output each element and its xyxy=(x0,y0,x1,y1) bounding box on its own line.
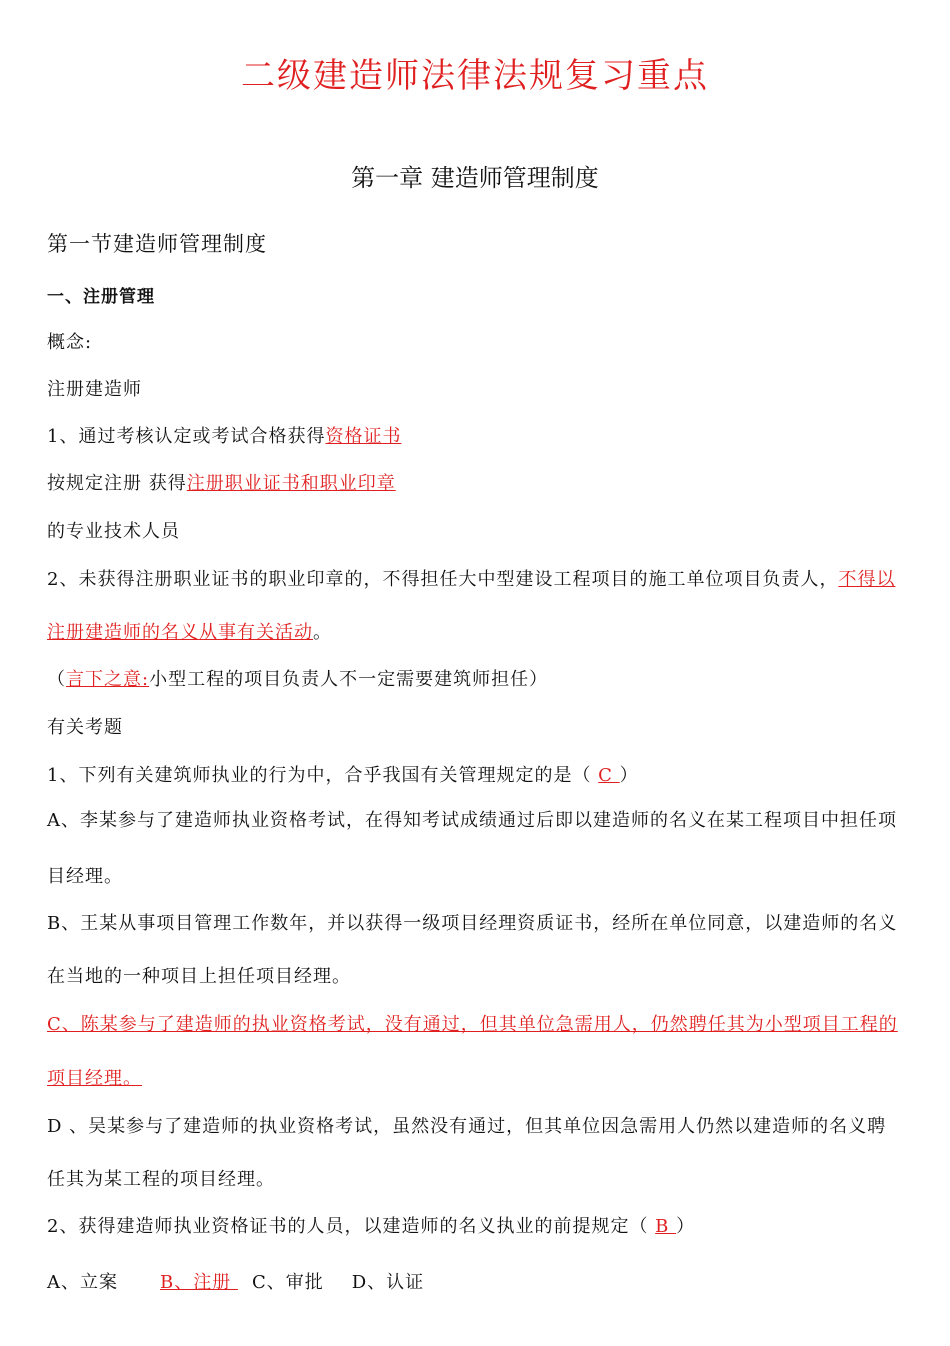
q1-option-c-line-1: C、陈某参与了建造师的执业资格考试，没有通过，但其单位急需用人，仍然聘任其为小型项目工程的 xyxy=(47,1014,898,1035)
question-close: ） xyxy=(676,1216,696,1237)
definition-line-3: 的专业技术人员 xyxy=(47,521,180,542)
document-title: 二级建造师法律法规复习重点 xyxy=(241,56,709,96)
definition-text: 1、通过考核认定或考试合格获得 xyxy=(47,426,326,447)
q1-option-b-line-1: B、王某从事项目管理工作数年，并以获得一级项目经理资质证书，经所在单位同意，以建造师的名义 xyxy=(47,913,898,934)
q1-option-c-line-2: 项目经理。 xyxy=(47,1068,142,1089)
q1-option-b-line-2: 在当地的一种项目上担任项目经理。 xyxy=(47,966,351,987)
rule-2-line-1 xyxy=(47,565,895,591)
question-1 xyxy=(47,761,639,787)
q2-option-a: A、立案 xyxy=(47,1272,118,1293)
rule-2-line-2 xyxy=(47,618,332,644)
highlight-registration-certificate: 注册职业证书和职业印章 xyxy=(186,473,396,494)
q2-options xyxy=(47,1268,424,1294)
question-text: 1、下列有关建筑师执业的行为中，合乎我国有关管理规定的是（ xyxy=(47,765,599,786)
definition-line-1 xyxy=(47,422,401,448)
highlight-prohibition: 不得以 xyxy=(838,569,896,590)
subsection-heading: 一、注册管理 xyxy=(47,287,155,307)
question-close: ） xyxy=(619,765,639,786)
q2-option-b: B、注册 xyxy=(160,1272,238,1293)
note-open: （ xyxy=(47,669,66,690)
concept-label: 概念: xyxy=(47,332,93,353)
question-text: 2、获得建造师执业资格证书的人员，以建造师的名义执业的前提规定（ xyxy=(47,1216,656,1237)
note-line xyxy=(47,665,548,691)
chapter-heading: 第一章 建造师管理制度 xyxy=(351,164,599,192)
highlight-implication: 言下之意: xyxy=(66,669,150,690)
q1-option-a-line-2: 目经理。 xyxy=(47,866,123,887)
rule-text: 2、未获得注册职业证书的职业印章的，不得担任大中型建设工程项目的施工单位项目负责人， xyxy=(47,569,839,590)
exam-heading: 有关考题 xyxy=(47,717,123,738)
definition-text: 按规定注册 获得 xyxy=(47,473,187,494)
note-text: 小型工程的项目负责人不一定需要建筑师担任） xyxy=(149,669,549,690)
q2-option-c: C、审批 xyxy=(251,1272,324,1293)
question-2 xyxy=(47,1212,695,1238)
definition-line-2 xyxy=(47,469,396,495)
q1-option-a-line-1: A、李某参与了建造师执业资格考试，在得知考试成绩通过后即以建造师的名义在某工程项目中担任项 xyxy=(47,810,897,831)
highlight-qualification-certificate: 资格证书 xyxy=(325,426,402,447)
highlight-prohibition-cont: 注册建造师的名义从事有关活动 xyxy=(47,622,313,643)
section-heading: 第一节建造师管理制度 xyxy=(47,232,267,256)
q1-option-d-line-2: 任其为某工程的项目经理。 xyxy=(47,1169,275,1190)
rule-end: 。 xyxy=(313,622,332,643)
q2-option-d: D、认证 xyxy=(351,1272,425,1293)
term-line: 注册建造师 xyxy=(47,379,142,400)
answer-q2: B xyxy=(655,1216,677,1237)
q1-option-d-line-1: D 、吴某参与了建造师的执业资格考试，虽然没有通过，但其单位因急需用人仍然以建造师的名义聘 xyxy=(47,1116,887,1137)
answer-q1: C xyxy=(598,765,620,786)
